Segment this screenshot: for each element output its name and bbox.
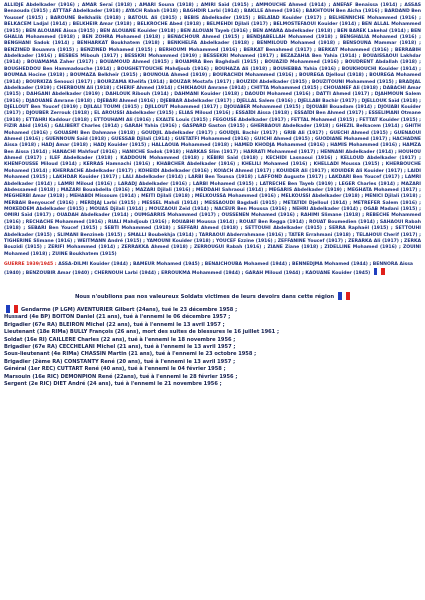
memorial-heading-text: Nous n'oublions pas nos valeureux Soldats victimes de leurs devoirs dans cette région <box>74 293 335 300</box>
soldier-entry-text: Sous-lieutenant (4e RIMa) CHASSIN Martin (21 ans), tué à l'ennemi le 23 octobre 1958 ; <box>4 351 257 358</box>
soldier-entry <box>4 366 421 373</box>
soldier-entry-text: Général (1er REC) CUTTART René (40 ans), tué à l'ennemi le 04 février 1958 ; <box>4 366 226 373</box>
memorial-heading <box>4 292 421 300</box>
soldier-entry <box>4 381 421 388</box>
soldier-entry-text: Soldat (16e RI) CAILLERE Charles (22 ans), tué à l'ennemi le 18 novembre 1956 ; <box>4 336 236 343</box>
soldier-entry <box>4 337 421 344</box>
soldier-entry-text: Gendarme (P LGM) AVENTURIER Gilbert (24ans), tué le 23 décembre 1958 ; <box>21 306 238 313</box>
soldier-entry <box>4 351 421 358</box>
names-list-ww1: ALLIDJE Abdelkader (1916) ; AMAR Seraï (1918) ; AMARI Souna (1918) ; AMIRI Saïd (1915) ; AMMOUCHE Ahmed (1914) ; ANEFAF Benaissa (1914) ; ASSAS Benaouda (1915) ; ATTTAF Abdelkader (1918) ; AYACH Rabah (1918) ; BAGHDIR Larbi (1914) ; BAKLLE Ahmed (1916) ; BAKHTOUH Ben Aicha (1916) ; BARDAND Ben Youssef (1915) ; BAROUNE Belkhalik (1918) ; BATOUL Ali (1915) ; BEBIS Abdelkader (1915) ; BELAÏAD Kouider (1917) ; BELHENNICHE Mohammed (1916) ; BELKACEM Ladjal (1914) ; BELKHEIR Amar (1918) ; BELKROCHE Abed (1918) ; BELMEHDI Djilali (1917) ; BELMOSTEFAOUI Kouider (1914) ; BEN ALLAL Mohammed (1915) ; BEN ALOUANE Aissa (1915) ; BEN ALOUANE Kouider (1918) ; BEN ALOUAN Tayeb (1916) ; BEN AMARA Abdelkader (1918) ; BEN BAREK Lakehal (1914) ; BEN GHALIA Mohammed (1918) ; BEN ZOHRA Mohamed (1918) ; BENACHOUR Ahmed (1915) ; BENDJABELLAH Mohamed (1918) ; BENGHALIA Mohamed (1916) ; BENGHANI Sadok (1914) ; BENHARKAT Boukhatem (1918) ; BENKHELFA Abdelkader (1918) ; BENMILOUD Mohamed (1918) ; BENSOUNA Mammar (1918) ; BENZINED Bouamra (1915) ; BENZINED Mohamed (1915) ; BERHOUMI Mohammed (1916) ; BERKAT Benahmed (1917) ; BERKAT Mohammed (1916) ; BERRABIH Abdelkader (1916) ; BESBES Mibouh (1917) ; BESSKRI Mohammed (1919) ; BESSEKRI Mohamed (1917) ; BEZAZAHIA Ben Yahia (1914) ; BOUAISSAOUI Lakhdar (1914) ; BOUAMAMA Zaher (1917) ; BOUAMOUD Ahmed (1915) ; BOUAMRA Ben Baghdadi (1915) ; BOUAZID Mohammed (1916) ; BOUDRENT Abdallah (1918) ; BOUGHEDDOU Ben Hammadouche (1914) ; BOUGHETTOUCHE Mahdjoub (1916) ; BOUHAZA Ali (1918) ; BOUHEBBA Yahia (1916) ; BOUKHOUCHI Kouider (1914) ; BOUMAA Hocine (1918) ; BOUMAZA Belkheir (1915) ; BOUNOUA Ahmed (1919) ; BOURACHDI Mohammed (1916) ; BOUREGA Djelloul (1918) ; BOUREGA Mohamed (1914) ; BOURKIZA Senouci (1917) ; BOURZAMA Khelifa (1914) ; BOUZAR Mostafa (1917) ; BOUZIDI Abdelkader (1915) ; BOUZITOUNI Mohammed (1915) ; BRADJAL Abdelkader (1919) ; CHERBOUN Ali (1918) ; CHERIF Ahmed (1914) ; CHIKHAOUI Amrane (1914) ; CHITTA Mohammed (1915) ; CHOUANEF Ali (1918) ; DABACHI Amar (1915) ; DAHGANI Abdelkader (1919) ; DAHLOUK Ribouh (1914) ; DAHMANI Kouider (1918) ; DAOUDI Mohamed (1916) ; DATTI Ahmed (1917) ; DJAHMOUN Salem (1916) ; DJAOUANE Amrane (1918) ; DJEBARI Ahmed (1916) ; DJEBBAR Abdelkader (1917) ; DJELLAL Salem (1916) ; DJELLABI Bachir (1917) ; DJELLOUK Saïd (1918) ; DJELLOUT Ben Youcef (1919) ; DJILALI TOUMI (1915) ; DJILLOUT Mohammed (1917) ; DJOUABER Mohammed (1915) ; DJOUABI Bouadam (1914) ; DJOUABI Kouider (1917) ; DJOUBER Zerrouk (1918) ; EL AROUSSI Abdelkader (1915) ; ELIAS Miloud (1916) ; ESSAÏDI Aissa (1918) ; ESSAÏDI Ben Ahmed (1917) ; ESSELIMANI Otmane (1918) ; ETTAHRI Kaddour (1918) ; ETTOUHAMI Ali (1916) ; EXALTE Louis (1915) ; FEGOUSE Abdelkader (1917) ; FETTAL Mohamed (1915) ; FETTAT Kouider (1915) ; FIZIR Abid (1916) ; GALIBERT Charles (1914) ; GARAH Yahia (1916) ; GASPARD Gaston (1915) ; GHERBAOUI Abdelkader (1918) ; GHEZIL Belkacem (1914) ; GHITH Mohamed (1916) ; GOUASMI Ben Dahmane (1918) ; GOUDJIL Abdelkader (1917) ; GOUDJIL Bachir (1917) ; GRIB Ali (1917) ; GUECHI Ahmed (1915) ; GUENAOUI Ahmed (1916) ; GUENNOUN Saïd (1918) ; GUESSAB Djilali (1914) ; GUETATFI Mohammed (1916) ; GUICHI Ahmed (1915) ; GUODIANE Mohamed (1917) ; HACHADNE Aissa (1918) ; HADJ Amar (1918) ; HADJ Kouider (1915) ; HALLAOUA Mohammed (1918) ; HAMED KHODJA Mohammed (1916) ; HAMIS Mohammed (1916) ; HAMZA Ben Aissa (1914) ; HANACHI Mahfouf (1916) ; HANICHE Sadok (1918) ; HARKAS Slim (1917) ; HARRATI Mohammed (1917) ; HENNANI Abdelkader (1914) ; HOUHOU Ahmed (1917) ; ILEF Abdelkader (1918) ; KADDOUN Mohammed (1918) ; KÉBIRI Saïd (1918) ; KECHIDI Lasnaoui (1916) ; KELLOUD Abdelkader (1917) ; KHENFOUSSE Miloud (1914) ; KERRAS Hamnachi (1916) ; KHABCHER Abdelkader (1916) ; KHELILI Mohamed (1916) ; KHELLADI Moussa (1915) ; KHERBOUCHE Mohamed (1914) ; KHERRACHE Abdelkader (1917) ; KOHEIDI Abdelkader (1916) ; KOIACH Ahmed (1917) ; KOUIDER Ali (1917) ; KOUIDER Ali Kouider (1917) ; LAIDI Mohamed (1915) ; LAKHDAR Kouider (1917) ; LALI Abdelkader (1914) ; LARBI Ben Tounsa (1918) ; LAFFOND Auguste (1917) ; LAKDARI Ben Youcef (1917) ; LAMRI Abdelkader (1914) ; LAMRI Miloud (1916) ; LARADJ Abdelkader (1916) ; LARBI Mohamed (1915) ; LATRECHE Ben Tayeb (1919) ; LEGER Charles (1914) ; MAZARI Abdessamed (1918) ; MAZARI Bouabdella (1916) ; MAZARI Djilali (1916) ; MEDDAHI Sahraoui (1914) ; MEGARIS Abdelkader (1919) ; MEGHATA Mohamed (1917) ; MEGHERBI Amar (1918) ; MEHABDI Missoum (1914) ; MEITI Djilali (1918) ; MELKOUSSA Mohammed (1916) ; MELKOUSSI Abdelkader (1918) ; MENICI Djilali (1918) ; MERBAH Benyoucef (1916) ; MERDJAJ Larbi (1915) ; MESSEL Mahdi (1914) ; MESSAOUDI Bagdadi (1915) ; METATIDI Djelloul (1914) ; METREFER Salem (1916) ; MOKEDDEM Abdelkader (1915) ; MOUAS Djilali (1914) ; MOUZAOUI Zeid (1914) ; NACEUR Ben Moussa (1916) ; NEHRI Abdelkader (1914) ; OGAB Madani (1915) ; OMIRI Saïd (1917) ; OUADAH Abdelkader (1914) ; OUMGARRIS Mohammed (1917) ; OUSSENEN Mohamed (1916) ; RAHIMI Slimane (1918) ; REBECHE Mohammed (1916) ; RECHACHE Mohammed (1916) ; RIALI Mahdjoub (1916) ; ROUABHI Moussa (1914) ; ROUAT Ben Regga (1914) ; ROUAT Boumedien (1914) ; SAHAOUI Rabah (1918) ; SEBARI Ben Youcef (1915) ; SEBTI Mohammed (1918) ; SEFFARI Ahmed (1918) ; SETTOUHI Abdelkader (1915) ; SERRA Raphaël (1915) ; SETTOUHI Abdelkader (1915) ; SLIMANI Benzineb (1915) ; SMALLI Boubekhja (1914) ; TARRAOUI Abderrahmane (1916) ; TATER Errahmani (1918) ; TELAHOUI Cherif (1917) ; TIGHERINE Slimane (1916) ; WEITMANN André (1915) ; YAMOUNI Kouider (1918) ; YOUCEF Ezzine (1916) ; ZEFFANINE Youcef (1917) ; ZERARKA Ali (1917) ; ZERKA Bouzidi (1915) ; ZERIFI Mohammed (1914) ; ZERRAKKA Ahmed (1918) ; ZERROUGUI Rabah (1916) ; ZIANE Ziane (1918) ; ZIDELLINE Mohamed (1916) ; ZOUINI Mohamed (1918) ; ZUINE Boukhatem (1915) <box>4 3 421 257</box>
soldier-entry-text: Sergent (2e RIC) DIET André (24 ans), tué à l'ennemi le 21 novembre 1956 ; <box>4 381 222 388</box>
soldier-entry-text: Brigadier (67e RA) BLEIRON Michel (22 ans), tué à l'ennemi le 13 avril 1957 ; <box>4 321 225 328</box>
french-flag-icon <box>374 268 385 275</box>
french-flag-icon <box>338 292 350 300</box>
soldier-entry <box>4 322 421 329</box>
soldiers-list <box>4 305 421 389</box>
soldier-entry-text: Brigadier (2ème RA) CONSTANTY René (20 ans), tué à l'ennemi le 13 avril 1957 ; <box>4 358 236 365</box>
soldier-entry-text: Brigadier (67e RA) CECCHELANI Michel (21 ans), tué à l'ennemi le 13 avril 1957 ; <box>4 344 236 351</box>
french-flag-icon <box>6 305 18 313</box>
soldier-entry <box>4 305 421 314</box>
soldier-entry <box>4 314 421 321</box>
soldier-entry-text: Hussard (4e BP) BOITON Daniel (21 ans), tué à l'ennemi le 06 décembre 1957 ; <box>4 314 231 321</box>
soldier-entry-text: Marsouin (16e RIC) DEMONPION René (22ans), tué à l'ennemi le 28 février 1956 ; <box>4 373 238 380</box>
soldier-entry <box>4 329 421 336</box>
ww2-names: ASSA-DILMI Kouider (1944) ; BAMEUR Mohamed (1945) ; BENAICHOUBA Mohamed (1944) ; BENNEDJMA Mohamed (1944) ; BENNORA Aissa (1940) ; BENZOUBIR Amar (1940) ; CHERNOUH Larbi (1944) ; ERROUKMA Mohammed (1944) ; GARAH Miloud (1944) ; KAOUANE Kouider (1945) <box>4 262 414 277</box>
ww2-section <box>4 262 421 278</box>
ww2-title: GUERRE 1939/1945 : <box>4 262 57 267</box>
soldier-entry-text: Lieutenant (18e RIMa) BULLY François (26 ans), mort des suites de blessures le 16 juillet 1961 ; <box>4 329 280 336</box>
